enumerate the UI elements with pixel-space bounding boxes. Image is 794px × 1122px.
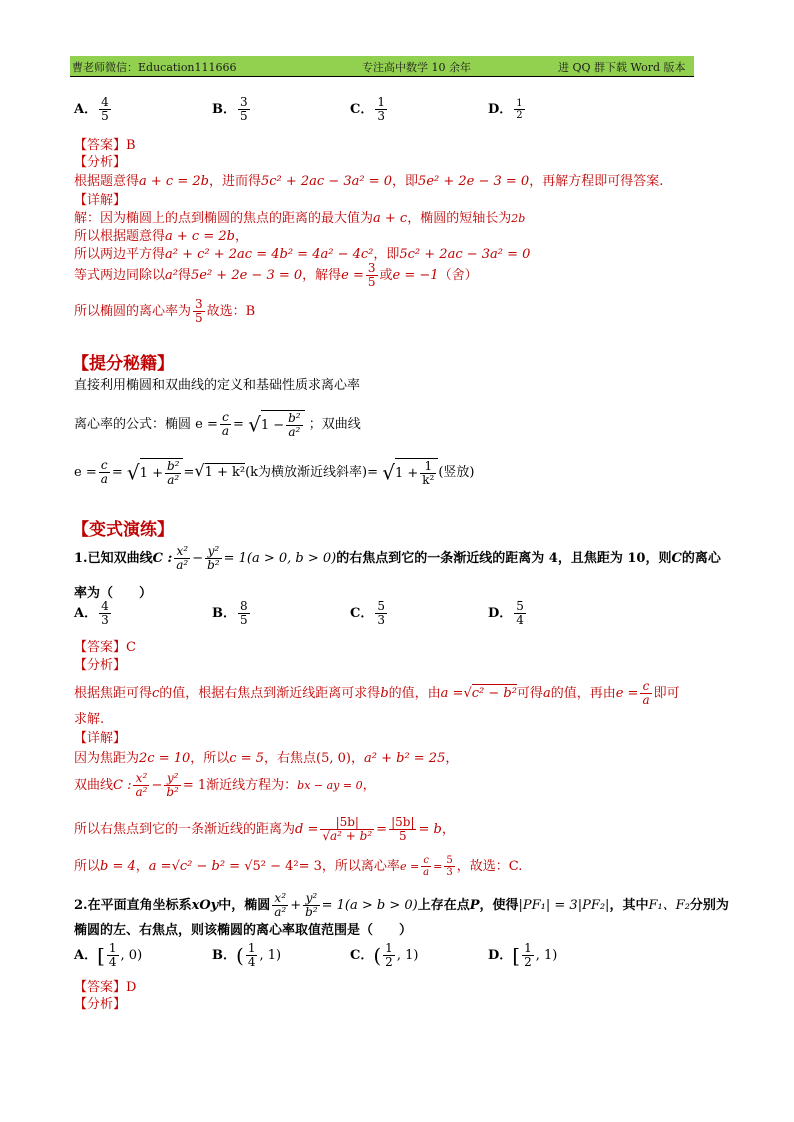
q0-detail-tag: 【详解】 [74, 193, 127, 208]
q0-option-c: C． $\frac{1}{3}$ [350, 95, 385, 123]
tips-line1: 直接利用椭圆和双曲线的定义和基础性质求离心率 [74, 378, 361, 393]
page-header [70, 56, 694, 77]
q0-detail-line2: 所以根据题意得a + c = 2b， [74, 229, 248, 244]
q2-option-d: D．[ $\frac{1}{2}$ , 1) [488, 941, 558, 969]
q0-detail-line5: 所以椭圆的离心率为 $\frac{3}{5}$ 故选：B [74, 297, 256, 325]
header-right: 进 QQ 群下载 Word 版本 [558, 61, 686, 74]
tips-hyperbola-formula: e = $\frac{c}{a}$ = √1 + $\frac{\text{b²}}{\text{a²}}$ =√1 + k²(k为横放渐近线斜率)= √1 + $\frac{1}{\text{k²}}$ (竖放) [74, 458, 475, 487]
q1-stem-line2: 率为（ ） [74, 586, 153, 601]
q1-analysis-line1: 根据焦距可得c的值，根据右焦点到渐近线距离可求得b的值，由a =√c² − b²可得a的值，再由e = $\frac{c}{a}$ 即可 [74, 679, 680, 707]
q1-detail-line3: 所以右焦点到它的一条渐近线的距离为d = $\frac{|5b|}{\text{√a² + b²}}$ = $\frac{|5b|}{5}$ = b， [74, 815, 455, 843]
q1-answer: 【答案】C [74, 640, 136, 655]
tips-ellipse-formula: 离心率的公式：椭圆 e = $\frac{c}{a}$ = √1 − $\frac{\text{b²}}{\text{a²}}$ ；双曲线 [74, 410, 361, 439]
q2-stem-line2: 椭圆的左、右焦点，则该椭圆的离心率取值范围是（ ） [74, 923, 413, 938]
q0-detail-line1: 解：因为椭圆上的点到椭圆的焦点的距离的最大值为a + c，椭圆的短轴长为2b [74, 211, 526, 226]
q1-analysis-line2: 求解. [74, 712, 105, 727]
q0-detail-line4: 等式两边同除以a²得5e² + 2e − 3 = 0，解得e = $\frac{3}{5}$ 或e = −1（舍） [74, 261, 478, 289]
header-center: 专注高中数学 10 余年 [362, 61, 471, 74]
q2-option-a: A．[ $\frac{1}{4}$ , 0) [74, 941, 143, 969]
q2-stem-line1: 2.在平面直角坐标系xOy中，椭圆 $\frac{\text{x²}}{\text{a²}}$ + $\frac{\text{y²}}{\text{b²}}$ = 1(a > b > 0)上存在点P，使得|PF₁| = 3|PF₂|，其中F₁、F₂分别为 [74, 891, 729, 919]
q2-option-c: C．( $\frac{1}{2}$ , 1) [350, 941, 419, 969]
q1-detail-tag: 【详解】 [74, 731, 127, 746]
q1-option-a: A． $\frac{4}{3}$ [74, 599, 109, 627]
q0-option-b: B． $\frac{3}{5}$ [212, 95, 248, 123]
q1-detail-line4: 所以b = 4，a =√c² − b² = √5² − 4²= 3，所以离心率e = $\frac{c}{a}$ = $\frac{5}{3}$ ，故选：C. [74, 855, 523, 878]
q0-option-a: A． $\frac{4}{5}$ [74, 95, 109, 123]
q0-option-d: D． $\frac{1}{2}$ [488, 98, 523, 121]
q1-stem-line1: 1.已知双曲线C : $\frac{\text{x²}}{\text{a²}}$ − $\frac{\text{y²}}{\text{b²}}$ = 1(a > 0, b > 0)的右焦点到它的一条渐近线的距离为 4，且焦距为 10，则C的离心 [74, 544, 721, 572]
q1-detail-line1: 因为焦距为2c = 10，所以c = 5，右焦点(5, 0)，a² + b² = 25， [74, 751, 459, 766]
q1-detail-line2: 双曲线C : $\frac{\text{x²}}{\text{a²}}$ − $\frac{\text{y²}}{\text{b²}}$ = 1渐近线方程为：bx − ay = 0， [74, 771, 376, 799]
q2-answer: 【答案】D [74, 980, 137, 995]
tips-title: 【提分秘籍】 [72, 354, 174, 374]
q0-detail-line3: 所以两边平方得a² + c² + 2ac = 4b² = 4a² − 4c²，即5c² + 2ac − 3a² = 0 [74, 247, 531, 262]
q2-option-b: B．( $\frac{1}{4}$ , 1) [212, 941, 282, 969]
q1-option-b: B． $\frac{8}{5}$ [212, 599, 248, 627]
q1-option-c: C． $\frac{5}{3}$ [350, 599, 385, 627]
q1-analysis-tag: 【分析】 [74, 658, 127, 673]
header-left: 曹老师微信：Education111666 [72, 61, 237, 74]
q0-answer: 【答案】B [74, 138, 136, 153]
practice-title: 【变式演练】 [72, 520, 174, 540]
q0-analysis-tag: 【分析】 [74, 155, 127, 170]
q2-analysis-tag: 【分析】 [74, 997, 127, 1012]
q0-analysis: 根据题意得a + c = 2b，进而得5c² + 2ac − 3a² = 0，即5e² + 2e − 3 = 0，再解方程即可得答案. [74, 174, 664, 189]
q1-option-d: D． $\frac{5}{4}$ [488, 599, 524, 627]
